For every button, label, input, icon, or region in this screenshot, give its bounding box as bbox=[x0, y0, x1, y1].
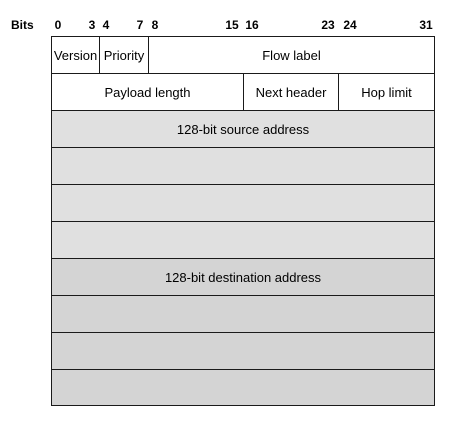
bit-label-24: 24 bbox=[343, 18, 357, 32]
payload-length-label: Payload length bbox=[104, 84, 191, 100]
ipv6-header-diagram bbox=[51, 36, 435, 406]
destination-address-row-4 bbox=[51, 369, 435, 406]
source-address-row-3 bbox=[51, 184, 435, 222]
destination-address-row-1 bbox=[51, 258, 435, 296]
bit-label-7: 7 bbox=[136, 18, 144, 32]
hop-limit-field bbox=[338, 73, 435, 111]
priority-field bbox=[99, 36, 149, 74]
bit-label-4: 4 bbox=[102, 18, 110, 32]
priority-label: Priority bbox=[103, 47, 145, 63]
destination-address-label: 128-bit destination address bbox=[164, 269, 322, 285]
bit-label-3: 3 bbox=[88, 18, 96, 32]
payload-length-field bbox=[51, 73, 244, 111]
version-label: Version bbox=[53, 47, 98, 63]
source-address-row-2 bbox=[51, 147, 435, 185]
destination-address-row-2 bbox=[51, 295, 435, 333]
bit-label-8: 8 bbox=[151, 18, 159, 32]
bit-label-23: 23 bbox=[321, 18, 335, 32]
source-address-row-1 bbox=[51, 110, 435, 148]
flow-label-field bbox=[148, 36, 435, 74]
version-field bbox=[51, 36, 100, 74]
source-address-row-4 bbox=[51, 221, 435, 259]
hop-limit-label: Hop limit bbox=[361, 84, 412, 100]
next-header-label: Next header bbox=[255, 84, 327, 100]
bit-label-0: 0 bbox=[54, 18, 62, 32]
bit-label-31: 31 bbox=[419, 18, 433, 32]
next-header-field bbox=[243, 73, 339, 111]
source-address-label: 128-bit source address bbox=[176, 121, 310, 137]
flow-label-text: Flow label bbox=[262, 47, 321, 63]
destination-address-row-3 bbox=[51, 332, 435, 370]
bits-title: Bits bbox=[11, 18, 34, 32]
bit-label-16: 16 bbox=[245, 18, 259, 32]
bit-label-15: 15 bbox=[225, 18, 239, 32]
